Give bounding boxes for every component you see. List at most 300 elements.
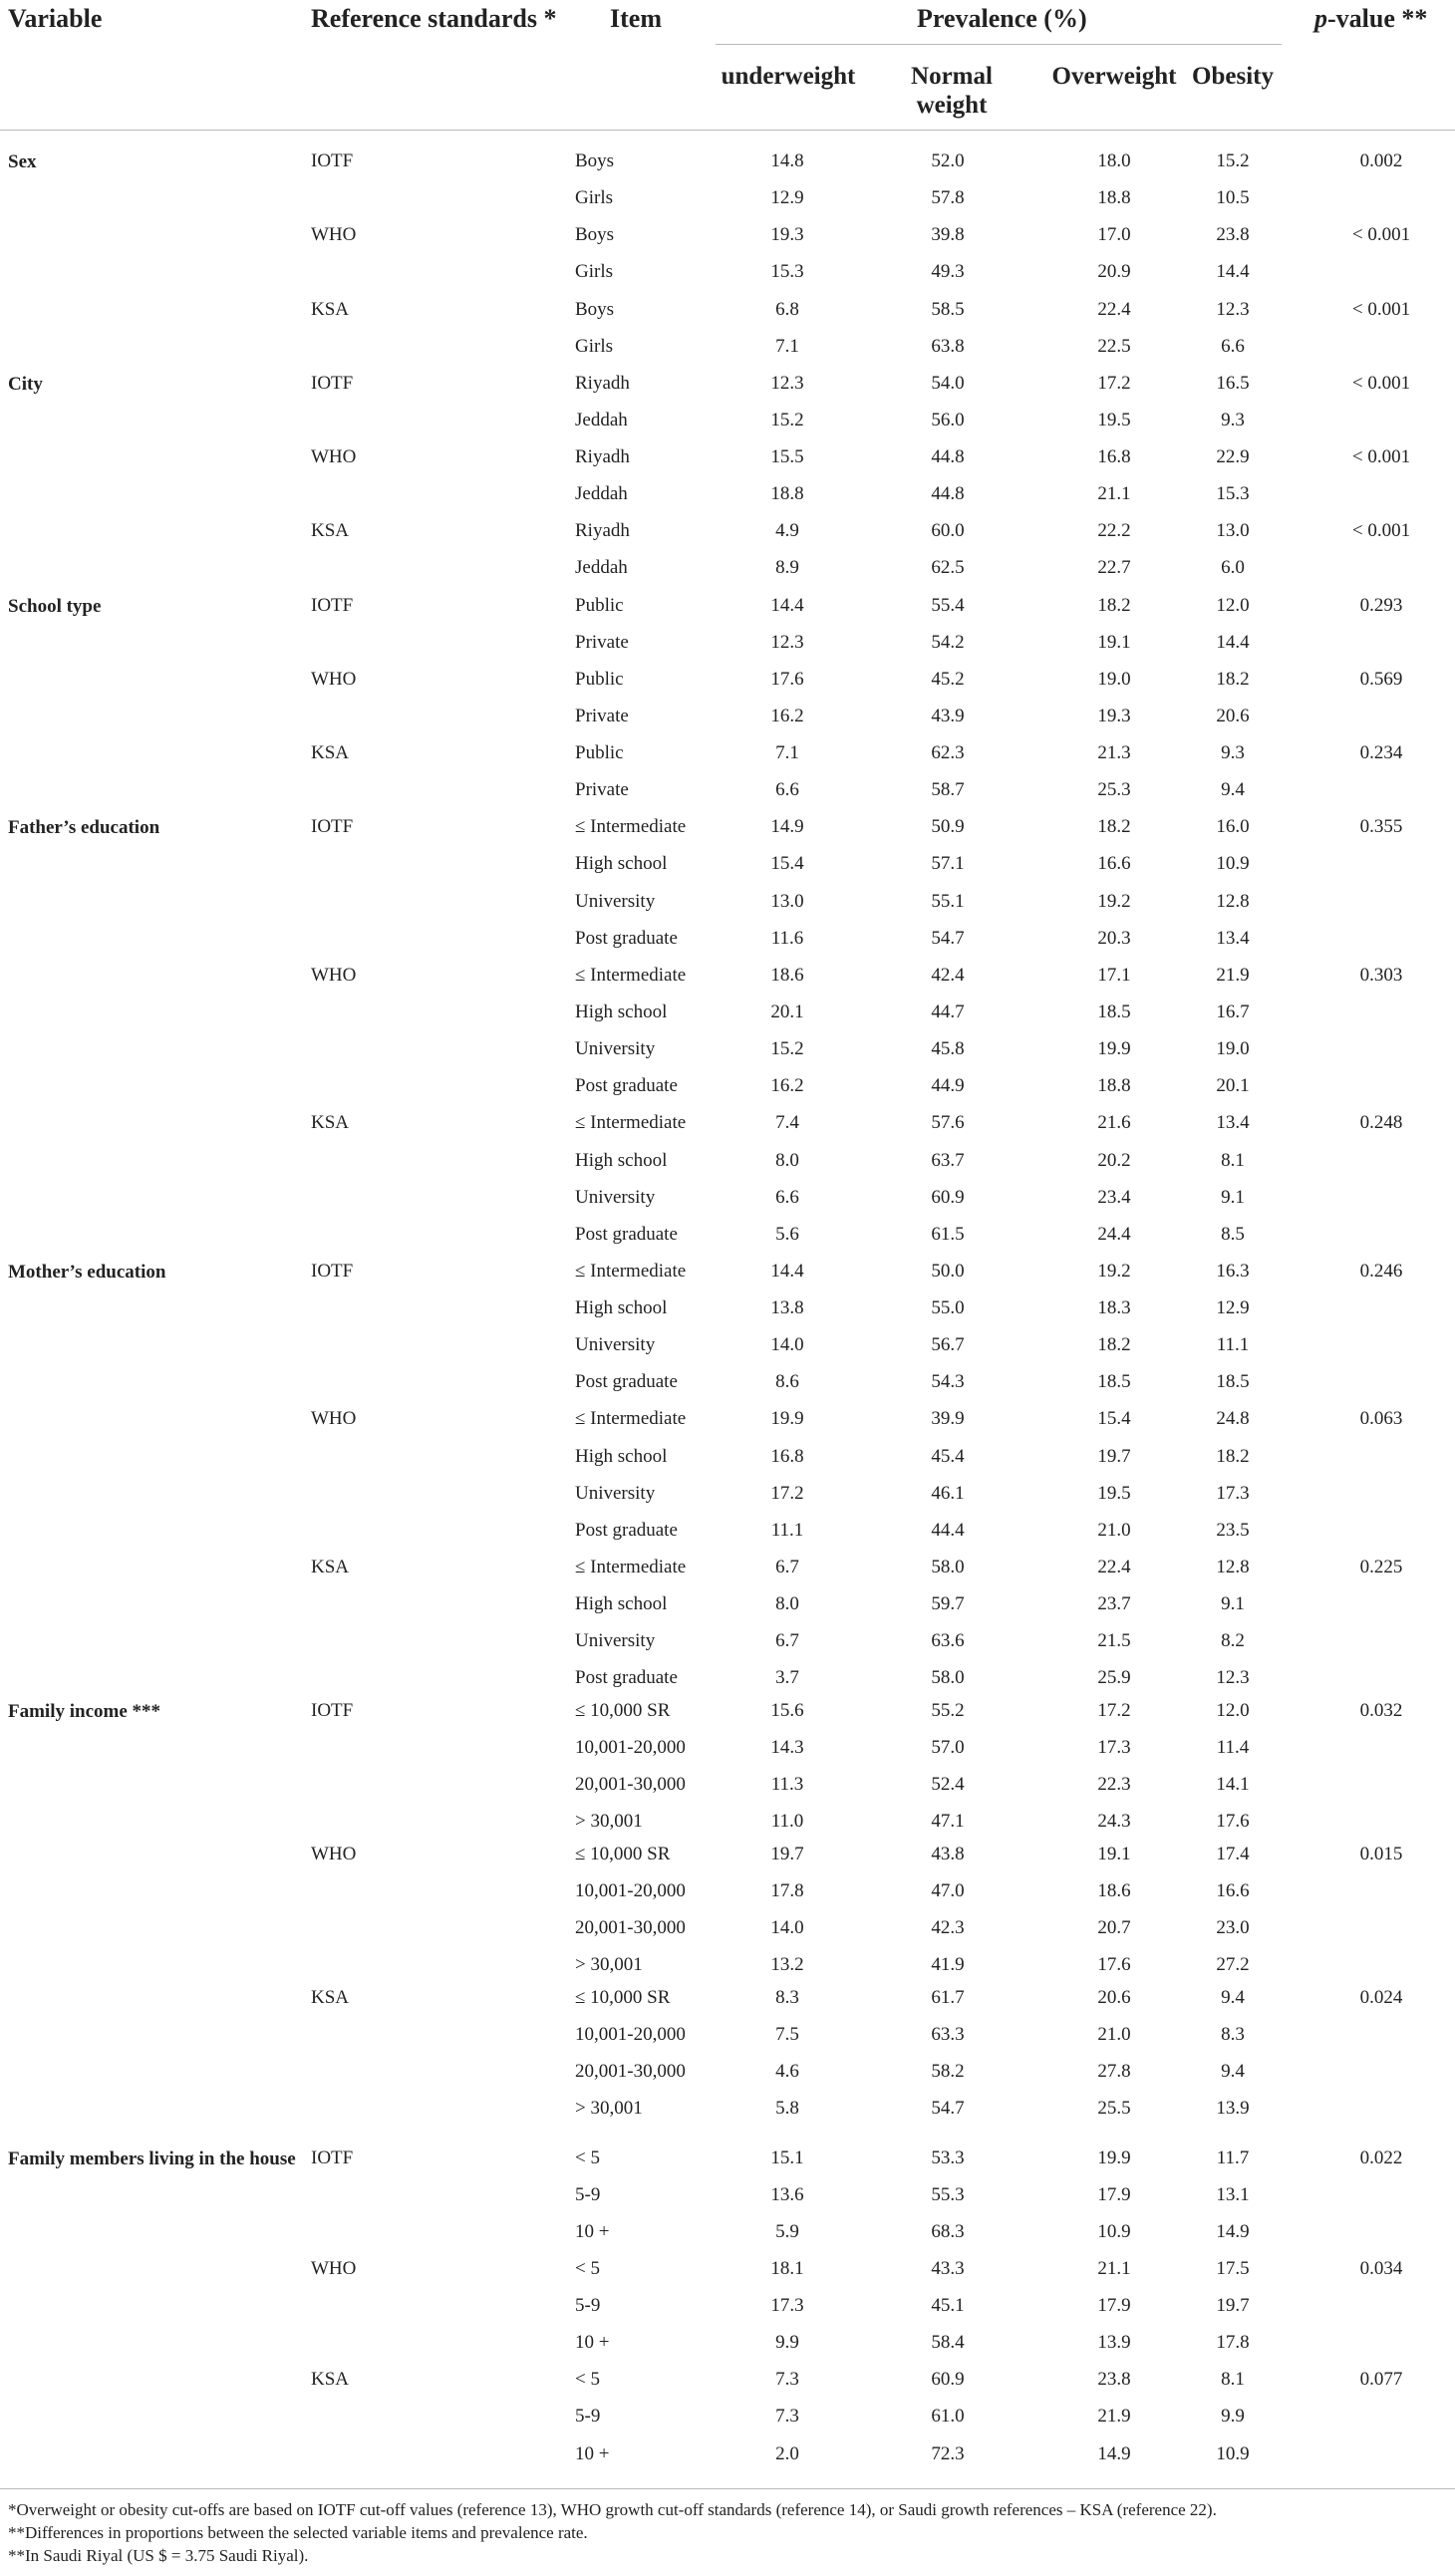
obesity-cell: 24.8 bbox=[1216, 1408, 1250, 1429]
overweight-cell: 17.6 bbox=[1097, 1954, 1131, 1975]
variable-cell: Family income *** bbox=[8, 1701, 161, 1722]
overweight-cell: 19.9 bbox=[1097, 2147, 1131, 2168]
underweight-cell: 8.9 bbox=[775, 557, 799, 578]
item-cell: ≤ Intermediate bbox=[575, 1112, 687, 1133]
normal-weight-cell: 43.9 bbox=[931, 706, 965, 726]
overweight-cell: 20.9 bbox=[1097, 261, 1131, 282]
obesity-cell: 12.9 bbox=[1216, 1297, 1250, 1318]
normal-weight-cell: 53.3 bbox=[931, 2147, 965, 2168]
overweight-cell: 18.2 bbox=[1097, 816, 1131, 837]
overweight-cell: 27.8 bbox=[1097, 2061, 1131, 2082]
overweight-cell: 19.9 bbox=[1097, 1038, 1131, 1059]
overweight-cell: 16.8 bbox=[1097, 446, 1131, 467]
underweight-cell: 2.0 bbox=[775, 2443, 799, 2464]
normal-weight-cell: 54.0 bbox=[931, 373, 965, 394]
item-cell: Boys bbox=[575, 150, 615, 171]
obesity-cell: 14.9 bbox=[1216, 2221, 1250, 2242]
obesity-cell: 11.1 bbox=[1216, 1334, 1250, 1355]
overweight-cell: 21.6 bbox=[1097, 1112, 1131, 1133]
item-cell: ≤ Intermediate bbox=[575, 965, 687, 986]
underweight-cell: 7.1 bbox=[775, 742, 799, 763]
item-cell: > 30,001 bbox=[575, 1954, 643, 1975]
underweight-cell: 15.5 bbox=[770, 446, 804, 467]
underweight-cell: 6.7 bbox=[775, 1557, 799, 1577]
obesity-cell: 8.5 bbox=[1221, 1224, 1245, 1245]
normal-weight-cell: 61.5 bbox=[931, 1224, 965, 1245]
item-cell: Jeddah bbox=[575, 410, 628, 430]
reference-cell: WHO bbox=[311, 2258, 357, 2279]
underweight-cell: 7.1 bbox=[775, 336, 799, 357]
header-reference-standards: Reference standards * bbox=[311, 4, 557, 33]
item-cell: Private bbox=[575, 706, 629, 726]
normal-weight-cell: 57.0 bbox=[931, 1737, 965, 1758]
underweight-cell: 4.9 bbox=[775, 520, 799, 541]
underweight-cell: 11.0 bbox=[770, 1811, 804, 1832]
overweight-cell: 21.0 bbox=[1097, 2024, 1131, 2045]
item-cell: 10 + bbox=[575, 2443, 610, 2464]
obesity-cell: 9.4 bbox=[1221, 1987, 1245, 2008]
normal-weight-cell: 60.0 bbox=[931, 520, 965, 541]
underweight-cell: 8.6 bbox=[775, 1371, 799, 1392]
underweight-cell: 13.2 bbox=[770, 1954, 804, 1975]
item-cell: > 30,001 bbox=[575, 1811, 643, 1832]
obesity-cell: 8.3 bbox=[1221, 2024, 1245, 2045]
underweight-cell: 19.3 bbox=[770, 224, 804, 245]
normal-weight-cell: 55.4 bbox=[931, 595, 965, 616]
item-cell: University bbox=[575, 1630, 656, 1651]
underweight-cell: 16.8 bbox=[770, 1446, 804, 1467]
p-value-cell: 0.034 bbox=[1359, 2258, 1403, 2279]
obesity-cell: 9.4 bbox=[1221, 2061, 1245, 2082]
underweight-cell: 12.3 bbox=[770, 632, 804, 653]
p-value-cell: 0.032 bbox=[1359, 1700, 1403, 1721]
overweight-cell: 19.3 bbox=[1097, 706, 1131, 726]
overweight-cell: 18.5 bbox=[1097, 1002, 1131, 1022]
overweight-cell: 22.7 bbox=[1097, 557, 1131, 578]
item-cell: > 30,001 bbox=[575, 2098, 643, 2119]
item-cell: University bbox=[575, 1334, 656, 1355]
item-cell: ≤ 10,000 SR bbox=[575, 1844, 671, 1864]
p-value-cell: 0.063 bbox=[1359, 1408, 1403, 1429]
normal-weight-cell: 47.0 bbox=[931, 1880, 965, 1901]
normal-weight-cell: 63.6 bbox=[931, 1630, 965, 1651]
item-cell: Riyadh bbox=[575, 520, 630, 541]
underweight-cell: 14.3 bbox=[770, 1737, 804, 1758]
normal-weight-cell: 58.2 bbox=[931, 2061, 965, 2082]
underweight-cell: 19.9 bbox=[770, 1408, 804, 1429]
normal-weight-cell: 59.7 bbox=[931, 1593, 965, 1614]
overweight-cell: 19.2 bbox=[1097, 1261, 1131, 1282]
overweight-cell: 17.3 bbox=[1097, 1737, 1131, 1758]
obesity-cell: 10.5 bbox=[1216, 187, 1250, 208]
overweight-cell: 18.5 bbox=[1097, 1371, 1131, 1392]
overweight-cell: 25.5 bbox=[1097, 2098, 1131, 2119]
overweight-cell: 19.0 bbox=[1097, 669, 1131, 690]
underweight-cell: 19.7 bbox=[770, 1844, 804, 1864]
p-value-cell: 0.015 bbox=[1359, 1844, 1403, 1864]
underweight-cell: 18.6 bbox=[770, 965, 804, 986]
item-cell: Post graduate bbox=[575, 1075, 678, 1096]
underweight-cell: 5.9 bbox=[775, 2221, 799, 2242]
p-value-cell: 0.024 bbox=[1359, 1987, 1403, 2008]
variable-cell: Father’s education bbox=[8, 817, 160, 838]
p-value-cell: 0.246 bbox=[1359, 1261, 1403, 1282]
overweight-cell: 19.1 bbox=[1097, 632, 1131, 653]
overweight-cell: 17.2 bbox=[1097, 1700, 1131, 1721]
underweight-cell: 8.0 bbox=[775, 1593, 799, 1614]
obesity-cell: 12.8 bbox=[1216, 891, 1250, 912]
normal-weight-cell: 68.3 bbox=[931, 2221, 965, 2242]
normal-weight-cell: 52.0 bbox=[931, 150, 965, 171]
overweight-cell: 22.4 bbox=[1097, 299, 1131, 320]
underweight-cell: 12.3 bbox=[770, 373, 804, 394]
underweight-cell: 15.2 bbox=[770, 410, 804, 430]
reference-cell: KSA bbox=[311, 2369, 350, 2390]
reference-cell: IOTF bbox=[311, 1700, 354, 1721]
item-cell: University bbox=[575, 1187, 656, 1208]
reference-cell: KSA bbox=[311, 742, 350, 763]
overweight-cell: 17.2 bbox=[1097, 373, 1131, 394]
underweight-cell: 16.2 bbox=[770, 1075, 804, 1096]
normal-weight-cell: 60.9 bbox=[931, 1187, 965, 1208]
underweight-cell: 20.1 bbox=[770, 1002, 804, 1022]
obesity-cell: 11.4 bbox=[1216, 1737, 1250, 1758]
overweight-cell: 22.3 bbox=[1097, 1774, 1131, 1795]
subheader-underweight: underweight bbox=[721, 63, 856, 90]
underweight-cell: 11.3 bbox=[770, 1774, 804, 1795]
overweight-cell: 18.2 bbox=[1097, 595, 1131, 616]
obesity-cell: 16.3 bbox=[1216, 1261, 1250, 1282]
obesity-cell: 12.0 bbox=[1216, 1700, 1250, 1721]
overweight-cell: 19.2 bbox=[1097, 891, 1131, 912]
obesity-cell: 9.4 bbox=[1221, 779, 1245, 800]
item-cell: Girls bbox=[575, 261, 613, 282]
obesity-cell: 14.4 bbox=[1216, 632, 1250, 653]
item-cell: 10 + bbox=[575, 2332, 610, 2353]
normal-weight-cell: 57.1 bbox=[931, 853, 965, 874]
overweight-cell: 13.9 bbox=[1097, 2332, 1131, 2353]
item-cell: Girls bbox=[575, 336, 613, 357]
item-cell: Post graduate bbox=[575, 1667, 678, 1688]
normal-weight-cell: 44.7 bbox=[931, 1002, 965, 1022]
underweight-cell: 17.3 bbox=[770, 2295, 804, 2316]
item-cell: 10,001-20,000 bbox=[575, 1880, 686, 1901]
reference-cell: WHO bbox=[311, 446, 357, 467]
obesity-cell: 16.5 bbox=[1216, 373, 1250, 394]
overweight-cell: 19.5 bbox=[1097, 1483, 1131, 1504]
item-cell: Jeddah bbox=[575, 483, 628, 504]
normal-weight-cell: 54.3 bbox=[931, 1371, 965, 1392]
item-cell: Post graduate bbox=[575, 1224, 678, 1245]
normal-weight-cell: 62.5 bbox=[931, 557, 965, 578]
item-cell: University bbox=[575, 1038, 656, 1059]
overweight-cell: 21.1 bbox=[1097, 483, 1131, 504]
reference-cell: KSA bbox=[311, 299, 350, 320]
obesity-cell: 13.9 bbox=[1216, 2098, 1250, 2119]
obesity-cell: 16.7 bbox=[1216, 1002, 1250, 1022]
normal-weight-cell: 63.8 bbox=[931, 336, 965, 357]
p-value-cell: 0.234 bbox=[1359, 742, 1403, 763]
variable-cell: Mother’s education bbox=[8, 1262, 166, 1283]
overweight-cell: 20.6 bbox=[1097, 1987, 1131, 2008]
underweight-cell: 13.8 bbox=[770, 1297, 804, 1318]
subheader-overweight: Overweight bbox=[1051, 63, 1177, 90]
reference-cell: KSA bbox=[311, 1987, 350, 2008]
normal-weight-cell: 41.9 bbox=[931, 1954, 965, 1975]
p-value-cell: 0.355 bbox=[1359, 816, 1403, 837]
normal-weight-cell: 54.2 bbox=[931, 632, 965, 653]
normal-weight-cell: 61.0 bbox=[931, 2406, 965, 2427]
p-value-cell: < 0.001 bbox=[1351, 446, 1411, 467]
normal-weight-cell: 54.7 bbox=[931, 928, 965, 949]
overweight-cell: 17.9 bbox=[1097, 2184, 1131, 2205]
p-value-cell: < 0.001 bbox=[1351, 224, 1411, 245]
obesity-cell: 19.0 bbox=[1216, 1038, 1250, 1059]
reference-cell: IOTF bbox=[311, 595, 354, 616]
item-cell: Public bbox=[575, 742, 624, 763]
underweight-cell: 13.6 bbox=[770, 2184, 804, 2205]
obesity-cell: 18.2 bbox=[1216, 669, 1250, 690]
underweight-cell: 14.0 bbox=[770, 1917, 804, 1938]
p-value-cell: 0.248 bbox=[1359, 1112, 1403, 1133]
underweight-cell: 17.8 bbox=[770, 1880, 804, 1901]
obesity-cell: 12.3 bbox=[1216, 1667, 1250, 1688]
prevalence-rule bbox=[716, 44, 1282, 45]
obesity-cell: 17.8 bbox=[1216, 2332, 1250, 2353]
overweight-cell: 22.2 bbox=[1097, 520, 1131, 541]
item-cell: High school bbox=[575, 1297, 668, 1318]
obesity-cell: 22.9 bbox=[1216, 446, 1250, 467]
overweight-cell: 18.6 bbox=[1097, 1880, 1131, 1901]
obesity-cell: 9.3 bbox=[1221, 742, 1245, 763]
header-prevalence: Prevalence (%) bbox=[917, 4, 1087, 33]
normal-weight-cell: 60.9 bbox=[931, 2369, 965, 2390]
obesity-cell: 18.2 bbox=[1216, 1446, 1250, 1467]
normal-weight-cell: 45.8 bbox=[931, 1038, 965, 1059]
normal-weight-cell: 43.8 bbox=[931, 1844, 965, 1864]
item-cell: Riyadh bbox=[575, 373, 630, 394]
item-cell: 20,001-30,000 bbox=[575, 2061, 686, 2082]
normal-weight-cell: 58.0 bbox=[931, 1667, 965, 1688]
underweight-cell: 7.3 bbox=[775, 2406, 799, 2427]
overweight-cell: 18.3 bbox=[1097, 1297, 1131, 1318]
normal-weight-cell: 44.8 bbox=[931, 483, 965, 504]
header-variable: Variable bbox=[8, 4, 103, 33]
overweight-cell: 19.5 bbox=[1097, 410, 1131, 430]
obesity-cell: 15.3 bbox=[1216, 483, 1250, 504]
reference-cell: IOTF bbox=[311, 1261, 354, 1282]
reference-cell: IOTF bbox=[311, 150, 354, 171]
underweight-cell: 5.8 bbox=[775, 2098, 799, 2119]
normal-weight-cell: 58.5 bbox=[931, 299, 965, 320]
underweight-cell: 5.6 bbox=[775, 1224, 799, 1245]
obesity-cell: 17.4 bbox=[1216, 1844, 1250, 1864]
obesity-cell: 6.0 bbox=[1221, 557, 1245, 578]
normal-weight-cell: 57.6 bbox=[931, 1112, 965, 1133]
item-cell: ≤ 10,000 SR bbox=[575, 1700, 671, 1721]
reference-cell: WHO bbox=[311, 965, 357, 986]
overweight-cell: 24.3 bbox=[1097, 1811, 1131, 1832]
item-cell: 10,001-20,000 bbox=[575, 2024, 686, 2045]
reference-cell: WHO bbox=[311, 1844, 357, 1864]
normal-weight-cell: 55.2 bbox=[931, 1700, 965, 1721]
p-italic: p bbox=[1314, 4, 1327, 33]
obesity-cell: 11.7 bbox=[1216, 2147, 1250, 2168]
underweight-cell: 14.8 bbox=[770, 150, 804, 171]
overweight-cell: 20.3 bbox=[1097, 928, 1131, 949]
item-cell: 10 + bbox=[575, 2221, 610, 2242]
underweight-cell: 17.2 bbox=[770, 1483, 804, 1504]
reference-cell: WHO bbox=[311, 224, 357, 245]
overweight-cell: 20.7 bbox=[1097, 1917, 1131, 1938]
overweight-cell: 20.2 bbox=[1097, 1150, 1131, 1171]
overweight-cell: 19.7 bbox=[1097, 1446, 1131, 1467]
overweight-cell: 23.4 bbox=[1097, 1187, 1131, 1208]
header-p-value bbox=[1314, 4, 1427, 34]
obesity-cell: 16.0 bbox=[1216, 816, 1250, 837]
obesity-cell: 10.9 bbox=[1216, 853, 1250, 874]
normal-weight-cell: 44.9 bbox=[931, 1075, 965, 1096]
normal-weight-cell: 39.9 bbox=[931, 1408, 965, 1429]
normal-weight-cell: 55.0 bbox=[931, 1297, 965, 1318]
obesity-cell: 19.7 bbox=[1216, 2295, 1250, 2316]
obesity-cell: 14.1 bbox=[1216, 1774, 1250, 1795]
overweight-cell: 21.1 bbox=[1097, 2258, 1131, 2279]
underweight-cell: 15.1 bbox=[770, 2147, 804, 2168]
normal-weight-cell: 46.1 bbox=[931, 1483, 965, 1504]
overweight-cell: 16.6 bbox=[1097, 853, 1131, 874]
reference-cell: WHO bbox=[311, 1408, 357, 1429]
normal-weight-cell: 63.3 bbox=[931, 2024, 965, 2045]
normal-weight-cell: 55.3 bbox=[931, 2184, 965, 2205]
overweight-cell: 18.0 bbox=[1097, 150, 1131, 171]
item-cell: < 5 bbox=[575, 2369, 600, 2390]
underweight-cell: 15.6 bbox=[770, 1700, 804, 1721]
reference-cell: IOTF bbox=[311, 816, 354, 837]
overweight-cell: 24.4 bbox=[1097, 1224, 1131, 1245]
normal-weight-cell: 55.1 bbox=[931, 891, 965, 912]
underweight-cell: 6.6 bbox=[775, 1187, 799, 1208]
normal-weight-cell: 43.3 bbox=[931, 2258, 965, 2279]
overweight-cell: 17.9 bbox=[1097, 2295, 1131, 2316]
normal-weight-cell: 44.4 bbox=[931, 1520, 965, 1541]
subheader-normal-weight: Normal weight bbox=[911, 63, 993, 119]
underweight-cell: 11.1 bbox=[770, 1520, 804, 1541]
underweight-cell: 6.7 bbox=[775, 1630, 799, 1651]
overweight-cell: 21.3 bbox=[1097, 742, 1131, 763]
underweight-cell: 14.4 bbox=[770, 595, 804, 616]
overweight-cell: 25.9 bbox=[1097, 1667, 1131, 1688]
normal-weight-cell: 39.8 bbox=[931, 224, 965, 245]
obesity-cell: 16.6 bbox=[1216, 1880, 1250, 1901]
overweight-cell: 17.1 bbox=[1097, 965, 1131, 986]
obesity-cell: 12.8 bbox=[1216, 1557, 1250, 1577]
overweight-cell: 18.2 bbox=[1097, 1334, 1131, 1355]
underweight-cell: 4.6 bbox=[775, 2061, 799, 2082]
obesity-cell: 8.1 bbox=[1221, 2369, 1245, 2390]
obesity-cell: 17.6 bbox=[1216, 1811, 1250, 1832]
item-cell: Post graduate bbox=[575, 928, 678, 949]
item-cell: Boys bbox=[575, 299, 615, 320]
footnote-3: **In Saudi Riyal (US $ = 3.75 Saudi Riyal). bbox=[8, 2546, 309, 2565]
overweight-cell: 21.9 bbox=[1097, 2406, 1131, 2427]
item-cell: Private bbox=[575, 779, 629, 800]
obesity-cell: 18.5 bbox=[1216, 1371, 1250, 1392]
item-cell: Post graduate bbox=[575, 1371, 678, 1392]
obesity-cell: 10.9 bbox=[1216, 2443, 1250, 2464]
item-cell: 20,001-30,000 bbox=[575, 1774, 686, 1795]
reference-cell: KSA bbox=[311, 520, 350, 541]
footnote-1: *Overweight or obesity cut-offs are based on IOTF cut-off values (reference 13), WHO growth cut-off standards (reference 14), or Saudi growth references – KSA (reference 22). bbox=[8, 2500, 1217, 2519]
obesity-cell: 13.4 bbox=[1216, 928, 1250, 949]
obesity-cell: 8.2 bbox=[1221, 1630, 1245, 1651]
obesity-cell: 13.0 bbox=[1216, 520, 1250, 541]
underweight-cell: 7.3 bbox=[775, 2369, 799, 2390]
underweight-cell: 7.5 bbox=[775, 2024, 799, 2045]
normal-weight-cell: 72.3 bbox=[931, 2443, 965, 2464]
obesity-cell: 9.1 bbox=[1221, 1187, 1245, 1208]
normal-weight-cell: 52.4 bbox=[931, 1774, 965, 1795]
normal-weight-cell: 61.7 bbox=[931, 1987, 965, 2008]
reference-cell: IOTF bbox=[311, 373, 354, 394]
normal-weight-cell: 56.0 bbox=[931, 410, 965, 430]
underweight-cell: 15.2 bbox=[770, 1038, 804, 1059]
item-cell: Public bbox=[575, 669, 624, 690]
reference-cell: KSA bbox=[311, 1112, 350, 1133]
overweight-cell: 19.1 bbox=[1097, 1844, 1131, 1864]
overweight-cell: 23.7 bbox=[1097, 1593, 1131, 1614]
obesity-cell: 6.6 bbox=[1221, 336, 1245, 357]
overweight-cell: 14.9 bbox=[1097, 2443, 1131, 2464]
obesity-cell: 14.4 bbox=[1216, 261, 1250, 282]
reference-cell: KSA bbox=[311, 1557, 350, 1577]
item-cell: High school bbox=[575, 1150, 668, 1171]
p-value-cell: < 0.001 bbox=[1351, 520, 1411, 541]
underweight-cell: 18.1 bbox=[770, 2258, 804, 2279]
obesity-cell: 21.9 bbox=[1216, 965, 1250, 986]
footer-rule bbox=[0, 2488, 1455, 2489]
normal-weight-cell: 58.7 bbox=[931, 779, 965, 800]
p-value-cell: < 0.001 bbox=[1351, 373, 1411, 394]
item-cell: High school bbox=[575, 1002, 668, 1022]
item-cell: Boys bbox=[575, 224, 615, 245]
p-value-cell: 0.225 bbox=[1359, 1557, 1403, 1577]
underweight-cell: 8.0 bbox=[775, 1150, 799, 1171]
obesity-cell: 13.1 bbox=[1216, 2184, 1250, 2205]
overweight-cell: 25.3 bbox=[1097, 779, 1131, 800]
variable-cell: City bbox=[8, 374, 43, 395]
overweight-cell: 22.5 bbox=[1097, 336, 1131, 357]
item-cell: High school bbox=[575, 853, 668, 874]
underweight-cell: 15.4 bbox=[770, 853, 804, 874]
p-value-suffix: -value ** bbox=[1327, 4, 1428, 33]
item-cell: University bbox=[575, 1483, 656, 1504]
obesity-cell: 23.8 bbox=[1216, 224, 1250, 245]
underweight-cell: 16.2 bbox=[770, 706, 804, 726]
obesity-cell: 13.4 bbox=[1216, 1112, 1250, 1133]
item-cell: Public bbox=[575, 595, 624, 616]
underweight-cell: 7.4 bbox=[775, 1112, 799, 1133]
normal-weight-cell: 62.3 bbox=[931, 742, 965, 763]
normal-weight-cell: 47.1 bbox=[931, 1811, 965, 1832]
obesity-cell: 9.9 bbox=[1221, 2406, 1245, 2427]
overweight-cell: 18.8 bbox=[1097, 1075, 1131, 1096]
item-cell: ≤ Intermediate bbox=[575, 1557, 687, 1577]
item-cell: ≤ Intermediate bbox=[575, 1408, 687, 1429]
item-cell: Post graduate bbox=[575, 1520, 678, 1541]
item-cell: 5-9 bbox=[575, 2184, 601, 2205]
normal-weight-cell: 50.9 bbox=[931, 816, 965, 837]
